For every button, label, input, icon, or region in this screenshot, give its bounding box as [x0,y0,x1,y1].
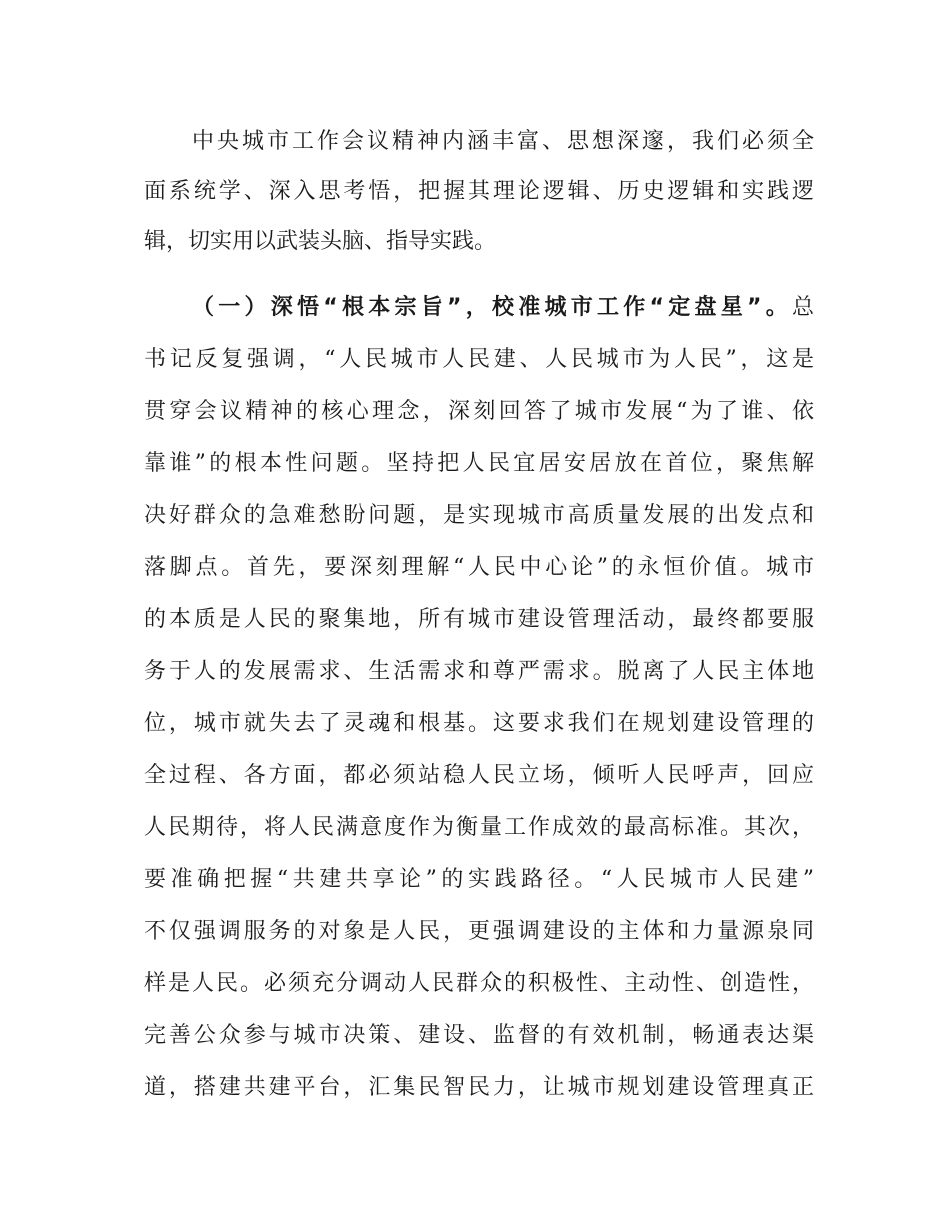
paragraph-2-line-6: 落脚点。首先，要深刻理解“人民中心论”的永恒价值。城市 [144,555,814,580]
paragraph-2-line-13: 不仅强调服务的对象是人民，更强调建设的主体和力量源泉同 [144,919,814,944]
paragraph-2-line-15: 完善公众参与城市决策、建设、监督的有效机制，畅通表达渠 [144,1023,814,1048]
paragraph-2-line-7: 的本质是人民的聚集地，所有城市建设管理活动，最终都要服 [144,607,814,632]
paragraph-1-line-3: 辑，切实用以武装头脑、指导实践。 [144,229,497,254]
paragraph-2-line-4: 靠谁”的根本性问题。坚持把人民宜居安居放在首位，聚焦解 [144,451,814,476]
paragraph-2-line-12: 要准确把握“共建共享论”的实践路径。“人民城市人民建” [144,867,814,892]
paragraph-2-line-1 [192,288,814,328]
paragraph-2-line-10: 全过程、各方面，都必须站稳人民立场，倾听人民呼声，回应 [144,763,814,788]
paragraph-1-line-2: 面系统学、深入思考悟，把握其理论逻辑、历史逻辑和实践逻 [144,179,814,204]
paragraph-2-line-14: 样是人民。必须充分调动人民群众的积极性、主动性、创造性， [144,971,814,996]
paragraph-2-line-1-rest: 总 [791,295,814,320]
paragraph-1-line-1: 中央城市工作会议精神内涵丰富、思想深邃，我们必须全 [192,129,814,154]
paragraph-2-line-11: 人民期待，将人民满意度作为衡量工作成效的最高标准。其次， [144,815,814,840]
section-heading: （一）深悟“根本宗旨”，校准城市工作“定盘星”。 [192,295,792,320]
paragraph-2-line-3: 贯穿会议精神的核心理念，深刻回答了城市发展“为了谁、依 [144,399,814,424]
paragraph-2-line-5: 决好群众的急难愁盼问题，是实现城市高质量发展的出发点和 [144,503,814,528]
paragraph-2-line-16: 道，搭建共建平台，汇集民智民力，让城市规划建设管理真正 [144,1075,814,1100]
paragraph-2-line-2: 书记反复强调，“人民城市人民建、人民城市为人民”，这是 [144,347,814,372]
paragraph-2-line-8: 务于人的发展需求、生活需求和尊严需求。脱离了人民主体地 [144,659,814,684]
paragraph-2-line-9: 位，城市就失去了灵魂和根基。这要求我们在规划建设管理的 [144,711,814,736]
